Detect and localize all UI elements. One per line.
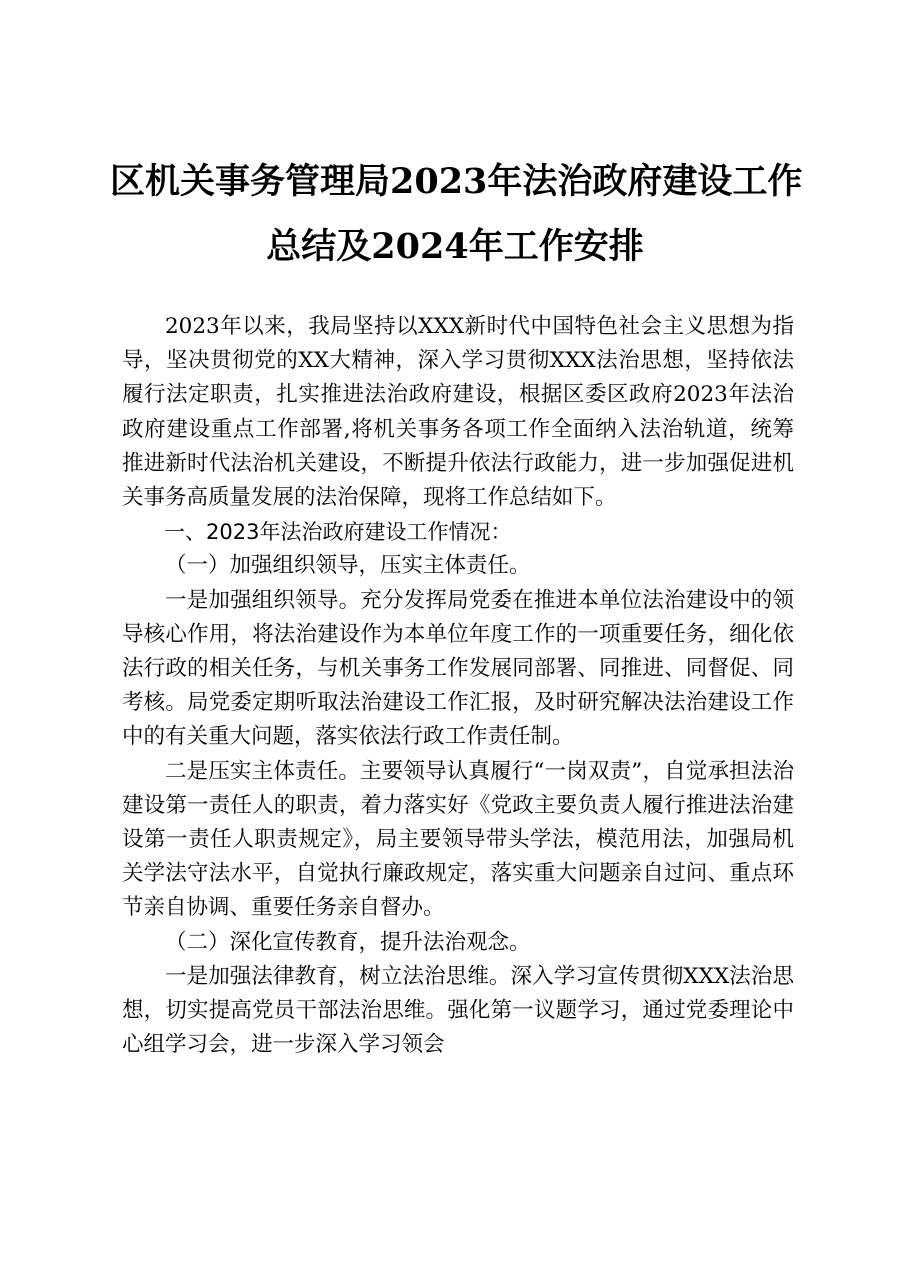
subsection-heading: （一）加强组织领导，压实主体责任。 — [165, 553, 531, 579]
subsection-heading: （二）深化宣传教育，提升法治观念。 — [165, 929, 531, 955]
document-title-line-1: 区机关事务管理局2023年法治政府建设工作 — [110, 161, 803, 202]
section-heading: 一、2023年法治政府建设工作情况： — [164, 520, 512, 545]
intro-paragraph: 2023年以来，我局坚持以XXX新时代中国特色社会主义思想为指导，坚决贯彻党的XX大精神，深入学习贯彻XXX法治思想，坚持依法履行法定职责，扎实推进法治政府建设，根据区委区政府2023年法治政府建设重点工作部署,将机关事务各项工作全面纳入法治轨道，统筹推进新时代法治机关建设，不断提升依法行政能力，进一步加强促进机关事务高质量发展的法治保障，现将工作总结如下。 — [122, 314, 794, 511]
body-paragraph: 一是加强组织领导。充分发挥局党委在推进本单位法治建设中的领导核心作用，将法治建设作为本单位年度工作的一项重要任务，细化依法行政的相关任务，与机关事务工作发展同部署、同推进、同督促、同考核。局党委定期听取法治建设工作汇报，及时研究解决法治建设工作中的有关重大问题，落实依法行政工作责任制。 — [122, 587, 794, 750]
document-title-line-2: 总结及2024年工作安排 — [266, 226, 644, 267]
body-paragraph: 一是加强法律教育，树立法治思维。深入学习宣传贯彻XXX法治思想，切实提高党员干部法治思维。强化第一议题学习，通过党委理论中心组学习会，进一步深入学习领会 — [122, 963, 794, 1058]
document-body — [122, 310, 794, 1062]
body-paragraph: 二是压实主体责任。主要领导认真履行“一岗双责”，自觉承担法治建设第一责任人的职责，着力落实好《党政主要负责人履行推进法治建设第一责任人职责规定》，局主要领导带头学法，模范用法，加强局机关学法守法水平，自觉执行廉政规定，落实重大问题亲自过问、重点环节亲自协调、重要任务亲自督办。 — [122, 758, 794, 921]
